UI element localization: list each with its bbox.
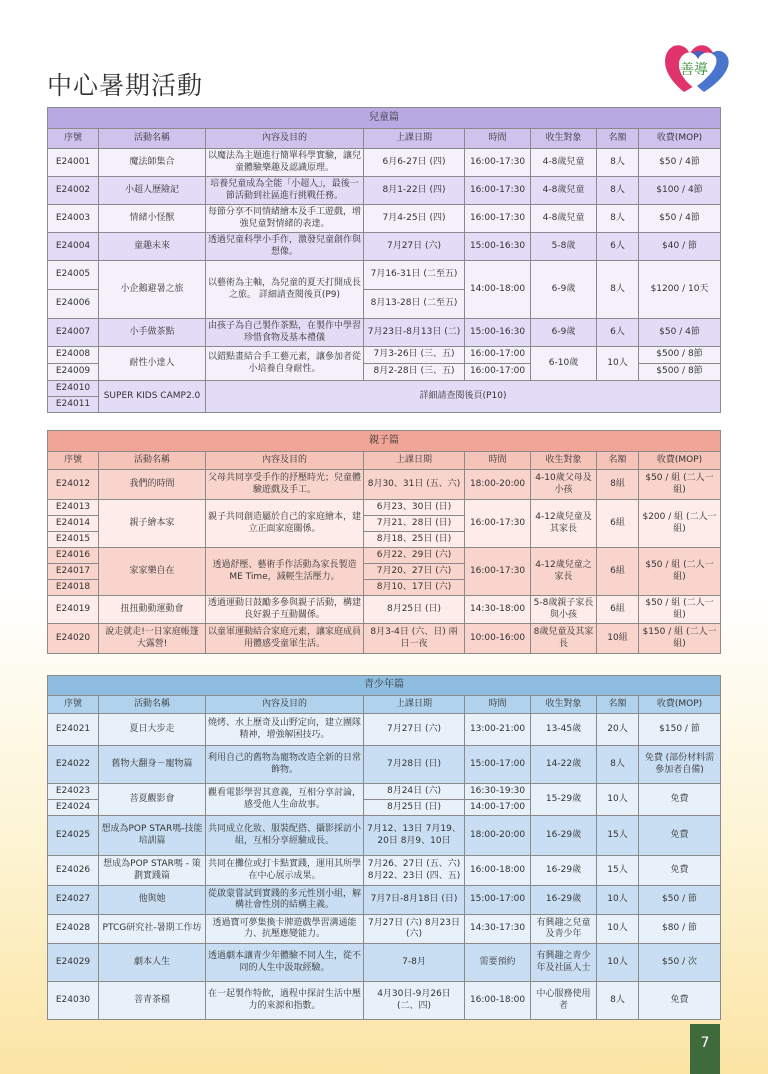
children-section-table (47, 107, 721, 413)
table-cell: 需要預約 (465, 944, 531, 982)
table-cell: 培養兒童成為全能「小超人」，最後一節活動到社區進行挑戰任務。 (206, 177, 364, 205)
table-cell: 6人 (597, 319, 639, 347)
table-cell: 8月2-28日 (三、五) (364, 364, 465, 381)
col-header: 序號 (48, 696, 99, 714)
table-cell: E24010 (48, 381, 99, 397)
table-cell: 舊物大翻身－寵物篇 (99, 746, 206, 784)
table-cell: 透過寶可夢集換卡牌遊戲學習溝通能力、抗壓應變能力。 (206, 915, 364, 944)
table-cell: 透過舒壓、藝術手作活動為家長製造ME Time，減輕生活壓力。 (206, 548, 364, 596)
table-cell: 16:30-19:30 (465, 784, 531, 800)
table-row (48, 624, 721, 654)
table-cell: E24025 (48, 816, 99, 856)
section-title: 青少年篇 (48, 676, 721, 696)
col-header: 活動名稱 (99, 129, 206, 149)
table-cell: 15:00-16:30 (465, 233, 531, 261)
col-header: 活動名稱 (99, 452, 206, 470)
table-row (48, 177, 721, 205)
table-cell: E24007 (48, 319, 99, 347)
table-row (48, 596, 721, 624)
table-cell: E24028 (48, 915, 99, 944)
table-cell: 7月27日 (六) (364, 233, 465, 261)
table-cell: 7月3-26日 (三、五) (364, 347, 465, 364)
table-cell: 6組 (597, 548, 639, 596)
table-cell: 7月27日 (六) (364, 714, 465, 746)
table-cell: 8人 (597, 177, 639, 205)
table-cell: 4-8歲兒童 (531, 149, 597, 177)
table-cell: 每節分享不同情緒繪本及手工遊戲，增強兒童對情緒的表達。 (206, 205, 364, 233)
table-cell: 14:00-17:00 (465, 800, 531, 816)
table-cell: E24006 (48, 290, 99, 319)
table-cell: 免費 (部份材料需參加者自備) (639, 746, 721, 784)
table-cell: $500 / 8節 (639, 364, 721, 381)
table-cell: 14:00-18:00 (465, 261, 531, 319)
table-cell: $50 / 節 (639, 886, 721, 915)
table-cell: 10組 (597, 624, 639, 654)
table-cell: $50 / 組 (二人一組) (639, 548, 721, 596)
table-cell: 燒烤、水上歷奇及山野定向，建立團隊精神，增強解困技巧。 (206, 714, 364, 746)
table-cell: 有興趣之兒童及青少年 (531, 915, 597, 944)
table-row (48, 347, 721, 364)
table-cell: 以童軍運動結合家庭元素，讓家庭成員用體感受童軍生活。 (206, 624, 364, 654)
table-cell: E24019 (48, 596, 99, 624)
table-cell: SUPER KIDS CAMP2.0 (99, 381, 206, 413)
table-cell: 4-8歲兒童 (531, 205, 597, 233)
table-cell: PTCG研究社-暑期工作坊 (99, 915, 206, 944)
table-cell: E24027 (48, 886, 99, 915)
table-cell: 15人 (597, 856, 639, 886)
table-row (48, 944, 721, 982)
table-cell: E24023 (48, 784, 99, 800)
table-cell: 8月25日 (日) (364, 596, 465, 624)
table-cell: 觀看電影學習其意義，互相分享討論，感受他人生命故事。 (206, 784, 364, 816)
table-cell: 16:00-17:30 (465, 177, 531, 205)
table-cell: 說走就走!一日家庭帳篷大露營! (99, 624, 206, 654)
col-header: 名額 (597, 452, 639, 470)
col-header: 內容及目的 (206, 129, 364, 149)
table-cell: E24002 (48, 177, 99, 205)
table-cell: 以錯點畫結合手工藝元素，讓參加者從小培養自身耐性。 (206, 347, 364, 381)
table-cell: 8人 (597, 205, 639, 233)
table-cell: 家家樂自在 (99, 548, 206, 596)
table-cell: 4-12歲兒童之家長 (531, 548, 597, 596)
table-cell: E24013 (48, 500, 99, 516)
table-cell: 14:30-17:30 (465, 915, 531, 944)
table-cell: 我們的時間 (99, 470, 206, 500)
table-cell: E24018 (48, 580, 99, 596)
table-row (48, 856, 721, 886)
table-cell: 13:00-21:00 (465, 714, 531, 746)
table-cell: 小手做茶點 (99, 319, 206, 347)
header-row (48, 452, 721, 470)
table-row (48, 548, 721, 564)
table-row (48, 915, 721, 944)
table-cell: 15人 (597, 816, 639, 856)
table-cell: 以藝術為主軸，為兒童的夏天打開成長之旅。 詳細請查閱後頁(P9) (206, 261, 364, 319)
table-cell: 16:00-17:00 (465, 364, 531, 381)
table-cell: 16:00-17:30 (465, 149, 531, 177)
table-row (48, 381, 721, 397)
table-cell: 6組 (597, 596, 639, 624)
table-cell: 想成為POP STAR嗎-技能培訓篇 (99, 816, 206, 856)
table-cell: 魔法師集合 (99, 149, 206, 177)
logo-text: 善導 (680, 62, 708, 78)
table-row (48, 470, 721, 500)
table-cell: 6月22、29日 (六) (364, 548, 465, 564)
table-cell: 10人 (597, 915, 639, 944)
table-cell: 想成為POP STAR嗎 - 策劃實踐篇 (99, 856, 206, 886)
table-cell: 在一起製作特飲，過程中探討生活中壓力的來源和指數。 (206, 982, 364, 1020)
table-cell: E24016 (48, 548, 99, 564)
table-cell: 15:00-16:30 (465, 319, 531, 347)
table-cell: 共同成立化妝、服裝配搭、攝影採訪小組，互相分享經驗成長。 (206, 816, 364, 856)
table-cell: 16:00-17:30 (465, 205, 531, 233)
table-cell: 20人 (597, 714, 639, 746)
table-cell: 6組 (597, 500, 639, 548)
table-cell: 免費 (639, 784, 721, 816)
table-cell: 利用自己的舊物為寵物改造全新的日常飾物。 (206, 746, 364, 784)
table-cell: 免費 (639, 982, 721, 1020)
table-cell: E24012 (48, 470, 99, 500)
table-cell: E24009 (48, 364, 99, 381)
table-cell: 10人 (597, 784, 639, 816)
table-cell: 8月18、25日 (日) (364, 532, 465, 548)
table-cell: 6-10歲 (531, 347, 597, 381)
table-row (48, 886, 721, 915)
table-cell: 18:00-20:00 (465, 816, 531, 856)
header-row (48, 696, 721, 714)
section-title: 親子篇 (48, 431, 721, 452)
table-row (48, 784, 721, 800)
table-row (48, 319, 721, 347)
table-cell: 8人 (597, 746, 639, 784)
table-row (48, 233, 721, 261)
table-cell: 6-9歲 (531, 319, 597, 347)
table-cell: 18:00-20:00 (465, 470, 531, 500)
table-cell: 中心服務使用者 (531, 982, 597, 1020)
table-cell: 16:00-18:00 (465, 982, 531, 1020)
table-cell: 6月23、30日 (日) (364, 500, 465, 516)
table-cell: E24001 (48, 149, 99, 177)
table-cell: 15:00-17:00 (465, 886, 531, 915)
table-cell: 8月10、17日 (六) (364, 580, 465, 596)
table-row (48, 205, 721, 233)
youth-section-table (47, 675, 721, 1020)
table-cell: 4月30日-9月26日 (二、四) (364, 982, 465, 1020)
table-cell: 6-9歲 (531, 261, 597, 319)
table-cell: 8月3-4日 (六、日) 兩日一夜 (364, 624, 465, 654)
table-cell: 父母共同享受手作的抒壓時光；兒童體驗遊戲及手工。 (206, 470, 364, 500)
table-cell: 5-8歲親子家長與小孩 (531, 596, 597, 624)
table-cell: 8月25日 (日) (364, 800, 465, 816)
table-cell: 親子繪本家 (99, 500, 206, 548)
table-cell: E24015 (48, 532, 99, 548)
table-cell: 7月4-25日 (四) (364, 205, 465, 233)
table-cell: $50 / 4節 (639, 205, 721, 233)
table-cell: 7月12、13日 7月19、20日 8月9、10日 (364, 816, 465, 856)
table-cell: E24024 (48, 800, 99, 816)
table-cell: 免費 (639, 856, 721, 886)
table-cell: $500 / 8節 (639, 347, 721, 364)
table-cell: 8月1-22日 (四) (364, 177, 465, 205)
col-header: 收生對象 (531, 452, 597, 470)
table-cell: 小超人歷險記 (99, 177, 206, 205)
table-cell: 14:30-18:00 (465, 596, 531, 624)
table-cell: E24011 (48, 397, 99, 413)
table-row (48, 714, 721, 746)
table-cell: E24029 (48, 944, 99, 982)
table-cell: 4-12歲兒童及其家長 (531, 500, 597, 548)
table-cell: 16:00-18:00 (465, 856, 531, 886)
table-cell: 7月16-31日 (二至五) (364, 261, 465, 290)
table-cell: 7月21、28日 (日) (364, 516, 465, 532)
table-cell: 8人 (597, 149, 639, 177)
table-cell: E24014 (48, 516, 99, 532)
col-header: 時間 (465, 452, 531, 470)
table-row (48, 746, 721, 784)
table-cell: 7月20、27日 (六) (364, 564, 465, 580)
table-cell: E24004 (48, 233, 99, 261)
table-cell: E24022 (48, 746, 99, 784)
table-cell: 透過運動日鼓勵多參與親子活動，構建良好親子互動關係。 (206, 596, 364, 624)
table-cell: 16:00-17:00 (465, 347, 531, 364)
table-cell: 15-29歲 (531, 784, 597, 816)
table-cell: E24021 (48, 714, 99, 746)
table-cell: 以魔法為主題進行簡單科學實驗，讓兒童體驗樂趣及認識原理。 (206, 149, 364, 177)
table-cell: 8月13-28日 (二至五) (364, 290, 465, 319)
col-header: 上課日期 (364, 696, 465, 714)
table-cell: 7月23日-8月13日 (二) (364, 319, 465, 347)
table-cell: 5-8歲 (531, 233, 597, 261)
table-row (48, 816, 721, 856)
section-title: 兒童篇 (48, 108, 721, 129)
table-cell: 情緒小怪獸 (99, 205, 206, 233)
table-cell: 14-22歲 (531, 746, 597, 784)
table-cell: 由孩子為自己製作茶點，在製作中學習珍惜食物及基本禮儀 (206, 319, 364, 347)
table-cell: 7月7日-8月18日 (日) (364, 886, 465, 915)
table-row (48, 149, 721, 177)
table-cell: 扭扭動動運動會 (99, 596, 206, 624)
table-cell: 7月28日 (日) (364, 746, 465, 784)
table-cell: 15:00-17:00 (465, 746, 531, 784)
table-cell: E24020 (48, 624, 99, 654)
col-header: 名額 (597, 696, 639, 714)
page-number: 7 (690, 1024, 720, 1074)
table-cell: 童趣未來 (99, 233, 206, 261)
table-cell: 透過劇本讓青少年體驗不同人生，從不同的人生中汲取經驗。 (206, 944, 364, 982)
table-cell: $50 / 組 (二人一組) (639, 596, 721, 624)
table-cell: $1200 / 10天 (639, 261, 721, 319)
table-cell: 8組 (597, 470, 639, 500)
col-header: 序號 (48, 129, 99, 149)
table-cell: 小企鵝避暑之旅 (99, 261, 206, 319)
col-header: 時間 (465, 129, 531, 149)
table-cell: 8月24日 (六) (364, 784, 465, 800)
table-cell: $50 / 4節 (639, 149, 721, 177)
table-cell: $40 / 節 (639, 233, 721, 261)
table-cell: $200 / 組 (二人一組) (639, 500, 721, 548)
col-header: 收費(MOP) (639, 696, 721, 714)
table-cell: $50 / 次 (639, 944, 721, 982)
header-row (48, 129, 721, 149)
col-header: 收生對象 (531, 129, 597, 149)
table-cell: 10人 (597, 944, 639, 982)
col-header: 時間 (465, 696, 531, 714)
table-cell: $50 / 組 (二人一組) (639, 470, 721, 500)
table-row (48, 982, 721, 1020)
col-header: 收費(MOP) (639, 129, 721, 149)
table-cell: 他與她 (99, 886, 206, 915)
table-cell: 16:00-17:30 (465, 500, 531, 548)
table-cell: 共同在攤位或打卡點實踐，運用其所學在中心展示成果。 (206, 856, 364, 886)
table-cell: 6月6-27日 (四) (364, 149, 465, 177)
col-header: 序號 (48, 452, 99, 470)
table-cell: E24008 (48, 347, 99, 364)
table-cell: 16-29歲 (531, 816, 597, 856)
parent-child-section-table (47, 430, 721, 654)
table-cell: 10人 (597, 347, 639, 381)
table-cell: 4-8歲兒童 (531, 177, 597, 205)
col-header: 名額 (597, 129, 639, 149)
col-header: 內容及目的 (206, 452, 364, 470)
col-header: 收生對象 (531, 696, 597, 714)
table-cell: 菩夏觀影會 (99, 784, 206, 816)
table-cell: 10人 (597, 886, 639, 915)
table-cell: $150 / 節 (639, 714, 721, 746)
table-row (48, 261, 721, 290)
table-cell: E24030 (48, 982, 99, 1020)
page-title: 中心暑期活動 (47, 71, 204, 100)
table-cell: 8人 (597, 982, 639, 1020)
table-cell: $100 / 4節 (639, 177, 721, 205)
table-cell: $80 / 節 (639, 915, 721, 944)
table-cell: 劇本人生 (99, 944, 206, 982)
table-cell: 13-45歲 (531, 714, 597, 746)
table-cell: 耐性小達人 (99, 347, 206, 381)
table-cell: 10:00-16:00 (465, 624, 531, 654)
col-header: 活動名稱 (99, 696, 206, 714)
table-cell: 菩青茶檔 (99, 982, 206, 1020)
col-header: 內容及目的 (206, 696, 364, 714)
table-cell: 7月27日 (六) 8月23日 (六) (364, 915, 465, 944)
table-cell: 8歲兒童及其家長 (531, 624, 597, 654)
col-header: 上課日期 (364, 129, 465, 149)
table-cell: 8人 (597, 261, 639, 319)
table-cell: 透過兒童科學小手作，激發兒童創作與想像。 (206, 233, 364, 261)
table-row (48, 500, 721, 516)
table-cell: 6人 (597, 233, 639, 261)
table-cell: 7月26、27日 (五、六) 8月22、23日 (四、五) (364, 856, 465, 886)
table-cell: 16:00-17:30 (465, 548, 531, 596)
table-cell: 夏日大步走 (99, 714, 206, 746)
table-cell: 免費 (639, 816, 721, 856)
table-cell: 16-29歲 (531, 886, 597, 915)
table-cell: $50 / 4節 (639, 319, 721, 347)
col-header: 收費(MOP) (639, 452, 721, 470)
table-cell: 16-29歲 (531, 856, 597, 886)
table-cell: E24017 (48, 564, 99, 580)
table-cell: E24005 (48, 261, 99, 290)
table-cell: E24003 (48, 205, 99, 233)
col-header: 上課日期 (364, 452, 465, 470)
table-cell: 4-10歲父母及小孩 (531, 470, 597, 500)
table-cell: 有興趣之青少年及社區人士 (531, 944, 597, 982)
table-cell: E24026 (48, 856, 99, 886)
table-cell: 從啟蒙嘗試到實踐的多元性別小組，解構社會性別的結構主義。 (206, 886, 364, 915)
table-cell: $150 / 組 (二人一組) (639, 624, 721, 654)
table-cell: 詳細請查閱後頁(P10) (206, 381, 721, 413)
heart-logo (660, 36, 732, 96)
table-cell: 7-8月 (364, 944, 465, 982)
table-cell: 8月30、31日 (五、六) (364, 470, 465, 500)
table-cell: 親子共同創造屬於自己的家庭繪本，建立正面家庭關係。 (206, 500, 364, 548)
